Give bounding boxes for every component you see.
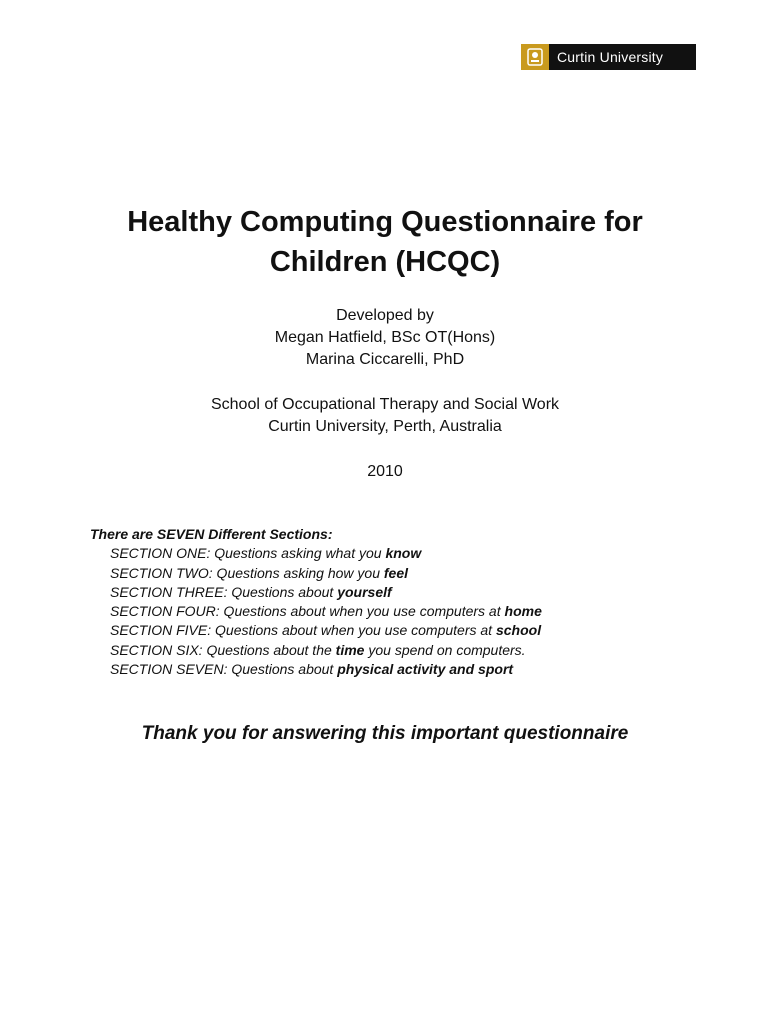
section-item: SECTION ONE: Questions asking what you know: [110, 545, 422, 562]
section-item: SECTION TWO: Questions asking how you feel: [110, 564, 408, 581]
logo-text: Curtin University: [557, 49, 664, 65]
developed-by-label: Developed by: [336, 307, 434, 324]
section-item: SECTION SIX: Questions about the time you spend on computers.: [110, 641, 526, 658]
section-item: SECTION FIVE: Questions about when you use computers at school: [110, 622, 542, 639]
crest-icon: [521, 44, 549, 70]
sections-heading: There are SEVEN Different Sections:: [90, 526, 333, 542]
section-item: SECTION FOUR: Questions about when you use computers at home: [110, 603, 542, 620]
author-1: Megan Hatfield, BSc OT(Hons): [274, 329, 496, 346]
school-name: School of Occupational Therapy and Social Work: [210, 396, 560, 413]
section-item: SECTION THREE: Questions about yourself: [110, 583, 392, 600]
publication-year: 2010: [367, 463, 403, 480]
sections-list: [90, 525, 730, 679]
developed-by-block: [60, 305, 710, 371]
document-title: [60, 202, 710, 282]
title-line-1: Healthy Computing Questionnaire for: [127, 206, 643, 238]
author-2: Marina Ciccarelli, PhD: [305, 351, 465, 368]
school-block: [60, 394, 710, 438]
title-line-2: Children (HCQC): [269, 246, 501, 278]
thank-you-message: Thank you for answering this important questionnaire: [141, 723, 629, 744]
section-item: SECTION SEVEN: Questions about physical activity and sport: [110, 661, 514, 678]
university-location: Curtin University, Perth, Australia: [268, 418, 502, 435]
curtin-university-logo: [521, 44, 696, 70]
